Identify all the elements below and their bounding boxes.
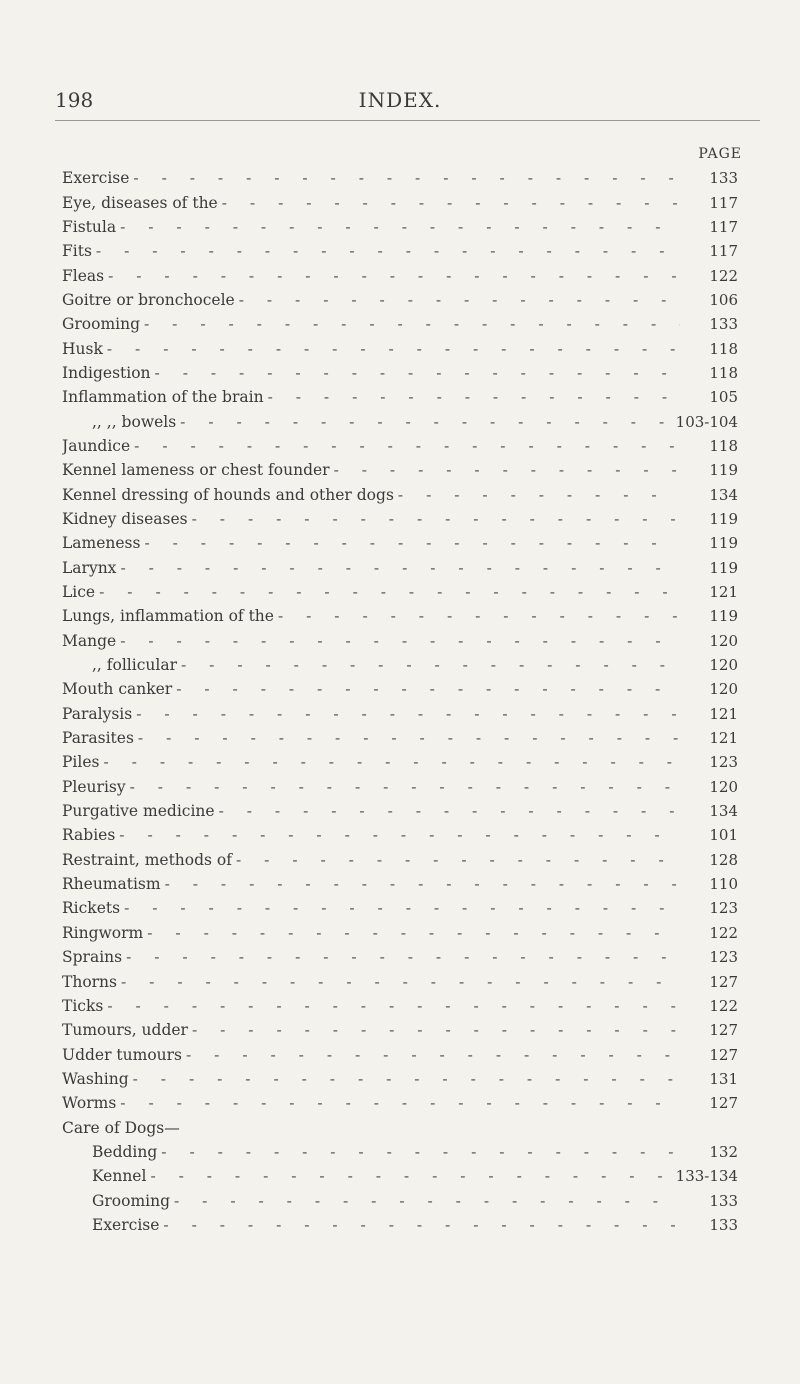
dot-leader <box>330 461 680 479</box>
dot-leader <box>159 1216 680 1234</box>
index-page-ref: 103-104 <box>675 412 738 431</box>
index-page-ref: 128 <box>709 850 738 869</box>
index-entry <box>62 848 738 872</box>
dot-leader <box>143 924 680 942</box>
index-list <box>62 166 738 1237</box>
index-page-ref: 123 <box>709 753 738 772</box>
index-term: Grooming <box>92 1191 171 1210</box>
index-term: Lungs, inflammation of the <box>62 607 274 626</box>
dot-leader <box>116 632 680 650</box>
index-term: Bedding <box>92 1142 158 1161</box>
dot-leader <box>129 169 680 187</box>
dot-leader <box>134 729 680 747</box>
index-term: Mange <box>62 631 117 650</box>
index-page-ref: 118 <box>709 339 738 358</box>
index-term: Mouth canker <box>62 680 173 699</box>
index-entry <box>62 653 738 677</box>
index-entry <box>62 1067 738 1091</box>
index-page-ref: 123 <box>709 899 738 918</box>
index-page-ref: 117 <box>709 217 738 236</box>
index-entry <box>62 994 738 1018</box>
index-page-ref: 131 <box>709 1069 738 1088</box>
index-subheading <box>62 1115 738 1139</box>
index-page-ref: 122 <box>709 266 738 285</box>
index-entry <box>62 580 738 604</box>
index-term: Kidney diseases <box>62 509 188 528</box>
index-term: Fistula <box>62 217 117 236</box>
dot-leader <box>115 826 680 844</box>
index-term: Inflammation of the brain <box>62 388 264 407</box>
index-term: Paralysis <box>62 704 133 723</box>
dot-leader <box>264 388 680 406</box>
dot-leader <box>182 1046 680 1064</box>
index-term: Thorns <box>62 972 117 991</box>
index-entry <box>62 702 738 726</box>
index-entry <box>62 945 738 969</box>
index-term: Kennel <box>92 1167 147 1186</box>
index-entry <box>62 1018 738 1042</box>
index-page-ref: 118 <box>709 363 738 382</box>
dot-leader <box>177 656 680 674</box>
index-term: Jaundice <box>62 436 131 455</box>
index-term: Kennel dressing of hounds and other dogs <box>62 485 394 504</box>
dot-leader <box>99 753 680 771</box>
index-page-ref: 127 <box>709 1094 738 1113</box>
index-term: Pleurisy <box>62 777 126 796</box>
index-term: Exercise <box>92 1215 160 1234</box>
index-entry <box>62 823 738 847</box>
dot-leader <box>126 778 680 796</box>
index-page-ref: 106 <box>709 290 738 309</box>
index-page-ref: 122 <box>709 996 738 1015</box>
index-page-ref: 121 <box>709 583 738 602</box>
dot-leader <box>172 680 680 698</box>
index-entry <box>62 458 738 482</box>
dot-leader <box>95 583 680 601</box>
dot-leader <box>129 1070 680 1088</box>
index-entry <box>62 629 738 653</box>
index-entry <box>62 750 738 774</box>
dot-leader <box>122 948 680 966</box>
dot-leader <box>161 875 680 893</box>
dot-leader <box>116 218 680 236</box>
index-term: Husk <box>62 339 103 358</box>
index-term: Sprains <box>62 948 123 967</box>
index-page-ref: 127 <box>709 1021 738 1040</box>
index-page-ref: 123 <box>709 948 738 967</box>
index-page-ref: 105 <box>709 388 738 407</box>
index-entry <box>62 190 738 214</box>
index-page-ref: 133 <box>709 315 738 334</box>
index-entry <box>62 288 738 312</box>
index-page-ref: 127 <box>709 972 738 991</box>
index-term: Rabies <box>62 826 116 845</box>
dot-leader <box>140 315 680 333</box>
index-term: Larynx <box>62 558 117 577</box>
dot-leader <box>394 486 680 504</box>
index-term: Goitre or bronchocele <box>62 290 235 309</box>
index-page-ref: 110 <box>709 875 738 894</box>
index-entry <box>62 312 738 336</box>
dot-leader <box>120 899 680 917</box>
index-page-ref: 120 <box>709 656 738 675</box>
index-entry <box>62 166 738 190</box>
index-entry <box>62 556 738 580</box>
index-entry <box>62 507 738 531</box>
index-term: Indigestion <box>62 363 151 382</box>
index-term: Ticks <box>62 996 104 1015</box>
page-number: 198 <box>55 88 94 112</box>
dot-leader <box>170 1192 680 1210</box>
index-term: Lice <box>62 583 96 602</box>
index-entry <box>62 896 738 920</box>
index-entry <box>62 385 738 409</box>
index-term: Restraint, methods of <box>62 850 232 869</box>
dot-leader <box>116 559 680 577</box>
dot-leader <box>130 437 680 455</box>
running-head-title: INDEX. <box>358 88 442 112</box>
index-page-ref: 121 <box>709 729 738 748</box>
index-page-ref: 127 <box>709 1045 738 1064</box>
index-entry <box>62 482 738 506</box>
index-entry <box>62 361 738 385</box>
dot-leader <box>188 510 680 528</box>
page-column-label: PAGE <box>698 146 742 162</box>
dot-leader <box>103 997 680 1015</box>
index-page-ref: 133 <box>709 169 738 188</box>
index-term: Lameness <box>62 534 141 553</box>
index-term: Parasites <box>62 729 134 748</box>
index-entry <box>62 1042 738 1066</box>
index-entry <box>62 921 738 945</box>
index-page-ref: 119 <box>709 509 738 528</box>
index-page-ref: 119 <box>709 607 738 626</box>
index-entry <box>62 215 738 239</box>
index-term: Ringworm <box>62 923 144 942</box>
dot-leader <box>188 1021 680 1039</box>
index-term: Udder tumours <box>62 1045 183 1064</box>
dot-leader <box>235 291 680 309</box>
index-entry <box>62 434 738 458</box>
index-entry <box>62 969 738 993</box>
index-term: Rickets <box>62 899 121 918</box>
header-rule <box>55 120 760 121</box>
index-page-ref: 134 <box>709 485 738 504</box>
index-page-ref: 133 <box>709 1191 738 1210</box>
index-page-ref: 120 <box>709 777 738 796</box>
index-page-ref: 118 <box>709 436 738 455</box>
index-page-ref: 121 <box>709 704 738 723</box>
index-term: Fits <box>62 242 92 261</box>
index-entry <box>62 1213 738 1237</box>
index-page-ref: 134 <box>709 802 738 821</box>
index-term: Piles <box>62 753 100 772</box>
index-page-ref: 132 <box>709 1142 738 1161</box>
index-term: ,, ,, bowels <box>92 412 177 431</box>
index-entry <box>62 263 738 287</box>
dot-leader <box>157 1143 680 1161</box>
index-term: Fleas <box>62 266 105 285</box>
dot-leader <box>146 1167 675 1185</box>
dot-leader <box>116 1094 680 1112</box>
index-page-ref: 117 <box>709 193 738 212</box>
index-entry <box>62 1164 738 1188</box>
index-term: Care of Dogs— <box>62 1118 180 1137</box>
dot-leader <box>218 194 680 212</box>
index-term: Worms <box>62 1094 117 1113</box>
dot-leader <box>92 242 680 260</box>
index-entry <box>62 239 738 263</box>
index-entry <box>62 1091 738 1115</box>
index-page-ref: 119 <box>709 558 738 577</box>
index-page-ref: 120 <box>709 680 738 699</box>
dot-leader <box>140 534 680 552</box>
index-term: Purgative medicine <box>62 802 215 821</box>
index-entry <box>62 677 738 701</box>
index-entry <box>62 872 738 896</box>
dot-leader <box>215 802 680 820</box>
index-page-ref: 133-134 <box>675 1167 738 1186</box>
dot-leader <box>103 340 680 358</box>
index-entry <box>62 799 738 823</box>
index-page-ref: 120 <box>709 631 738 650</box>
index-page-ref: 117 <box>709 242 738 261</box>
index-entry <box>62 726 738 750</box>
index-entry <box>62 409 738 433</box>
index-page-ref: 122 <box>709 923 738 942</box>
index-page-ref: 133 <box>709 1215 738 1234</box>
index-entry <box>62 531 738 555</box>
index-entry <box>62 1140 738 1164</box>
dot-leader <box>232 851 680 869</box>
index-term: Kennel lameness or chest founder <box>62 461 330 480</box>
index-entry <box>62 775 738 799</box>
index-term: Rheumatism <box>62 875 161 894</box>
index-term: Grooming <box>62 315 141 334</box>
dot-leader <box>176 413 675 431</box>
index-entry <box>62 604 738 628</box>
index-entry <box>62 336 738 360</box>
dot-leader <box>104 267 680 285</box>
index-term: Tumours, udder <box>62 1021 188 1040</box>
index-term: Exercise <box>62 169 130 188</box>
index-page-ref: 101 <box>709 826 738 845</box>
index-page-ref: 119 <box>709 534 738 553</box>
dot-leader <box>117 973 680 991</box>
index-entry <box>62 1188 738 1212</box>
dot-leader <box>151 364 680 382</box>
index-page-ref: 119 <box>709 461 738 480</box>
index-term: ,, follicular <box>92 656 177 675</box>
dot-leader <box>274 607 680 625</box>
index-term: Eye, diseases of the <box>62 193 218 212</box>
dot-leader <box>132 705 680 723</box>
index-term: Washing <box>62 1069 129 1088</box>
